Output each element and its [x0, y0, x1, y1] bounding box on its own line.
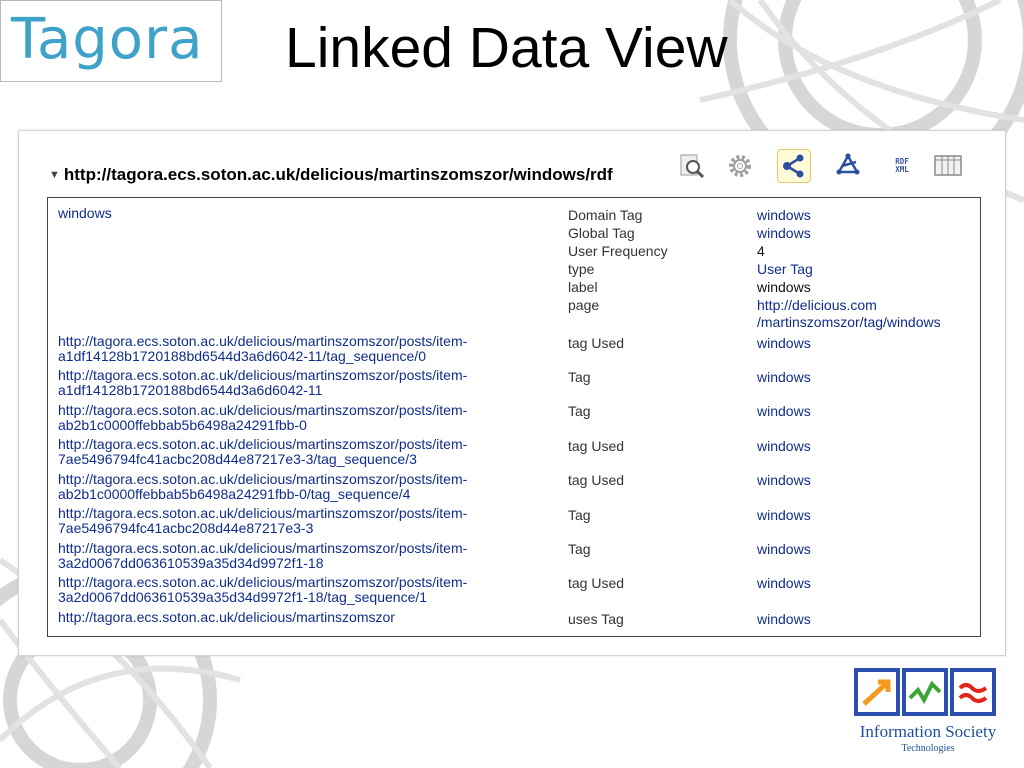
incoming-object[interactable]: windows — [757, 611, 811, 627]
incoming-subject[interactable]: 3a2d0067dd063610539a35d34d9972f1-18/tag_sequence/1 — [58, 589, 428, 605]
incoming-predicate: tag Used — [568, 575, 625, 591]
incoming-object[interactable]: windows — [757, 575, 811, 591]
incoming-subject[interactable]: http://tagora.ecs.soton.ac.uk/delicious/martinszomszor/posts/item- — [58, 402, 468, 418]
inspect-button[interactable] — [675, 149, 709, 183]
resource-uri-header[interactable] — [49, 165, 613, 185]
property-predicate: User Frequency — [568, 243, 668, 259]
incoming-predicate: Tag — [568, 507, 591, 523]
ist-name: Information Society — [859, 722, 997, 741]
property-predicate: Domain Tag — [568, 207, 643, 223]
rdf-graph-icon — [834, 152, 862, 180]
resource-uri[interactable]: http://tagora.ecs.soton.ac.uk/delicious/martinszomszor/windows/rdf — [63, 165, 613, 184]
incoming-subject[interactable]: a1df14128b1720188bd6544d3a6d6042-11/tag_sequence/0 — [58, 348, 426, 364]
incoming-subject[interactable]: 7ae5496794fc41acbc208d44e87217e3-3/tag_sequence/3 — [58, 451, 417, 467]
incoming-subject[interactable]: 7ae5496794fc41acbc208d44e87217e3-3 — [58, 520, 314, 536]
rdf-graph-button[interactable] — [831, 149, 865, 183]
settings-button[interactable] — [723, 149, 757, 183]
incoming-predicate: tag Used — [568, 472, 625, 488]
property-object[interactable]: windows — [757, 207, 811, 223]
rdf-xml-button[interactable] — [885, 149, 919, 183]
incoming-subject[interactable]: http://tagora.ecs.soton.ac.uk/delicious/martinszomszor/posts/item- — [58, 574, 468, 590]
incoming-subject[interactable]: ab2b1c0000ffebbab5b6498a24291fbb-0 — [58, 417, 307, 433]
property-object: 4 — [757, 243, 765, 259]
incoming-subject[interactable]: 3a2d0067dd063610539a35d34d9972f1-18 — [58, 555, 324, 571]
linked-data-panel — [18, 130, 1006, 656]
property-object[interactable]: User Tag — [757, 261, 813, 277]
property-predicate: type — [568, 261, 595, 277]
subject-label[interactable]: windows — [58, 205, 112, 221]
property-object[interactable]: http://delicious.com — [757, 297, 877, 313]
incoming-subject[interactable]: a1df14128b1720188bd6544d3a6d6042-11 — [58, 382, 323, 398]
property-object[interactable]: /martinszomszor/tag/windows — [757, 314, 941, 330]
incoming-subject[interactable]: http://tagora.ecs.soton.ac.uk/delicious/martinszomszor/posts/item- — [58, 471, 468, 487]
triples-table — [47, 197, 981, 637]
collapse-triangle-icon[interactable]: ▼ — [49, 169, 60, 181]
rdf-label: RDF — [895, 157, 909, 166]
settings-icon — [726, 152, 754, 180]
tagora-logo-text: Tagora — [11, 7, 204, 72]
incoming-predicate: Tag — [568, 369, 591, 385]
slide-title: Linked Data View — [285, 16, 728, 80]
incoming-subject[interactable]: http://tagora.ecs.soton.ac.uk/delicious/martinszomszor/posts/item- — [58, 367, 468, 383]
property-predicate: page — [568, 297, 600, 313]
incoming-subject[interactable]: http://tagora.ecs.soton.ac.uk/delicious/martinszomszor/posts/item- — [58, 540, 468, 556]
property-predicate: label — [568, 279, 598, 295]
incoming-object[interactable]: windows — [757, 438, 811, 454]
inspect-icon — [678, 152, 706, 180]
incoming-subject[interactable]: http://tagora.ecs.soton.ac.uk/delicious/martinszomszor/posts/item- — [58, 436, 468, 452]
property-object: windows — [757, 279, 811, 295]
information-society-logo — [832, 664, 1022, 764]
incoming-object[interactable]: windows — [757, 472, 811, 488]
tagora-logo — [0, 0, 222, 82]
incoming-object[interactable]: windows — [757, 403, 811, 419]
incoming-object[interactable]: windows — [757, 335, 811, 351]
incoming-subject[interactable]: ab2b1c0000ffebbab5b6498a24291fbb-0/tag_sequence/4 — [58, 486, 411, 502]
incoming-subject[interactable]: http://tagora.ecs.soton.ac.uk/delicious/martinszomszor/posts/item- — [58, 333, 468, 349]
incoming-predicate: tag Used — [568, 335, 625, 351]
incoming-predicate: Tag — [568, 403, 591, 419]
ist-sub: Technologies — [901, 743, 955, 754]
incoming-predicate: uses Tag — [568, 611, 624, 627]
graph-view-icon — [781, 153, 807, 179]
incoming-object[interactable]: windows — [757, 369, 811, 385]
graph-view-button[interactable] — [777, 149, 811, 183]
property-object[interactable]: windows — [757, 225, 811, 241]
incoming-subject[interactable]: http://tagora.ecs.soton.ac.uk/delicious/martinszomszor/posts/item- — [58, 505, 468, 521]
incoming-subject[interactable]: http://tagora.ecs.soton.ac.uk/delicious/martinszomszor — [58, 609, 395, 625]
incoming-object[interactable]: windows — [757, 541, 811, 557]
incoming-object[interactable]: windows — [757, 507, 811, 523]
ist-squares-icon — [854, 668, 996, 718]
rdf-xml-icon — [895, 158, 909, 174]
xml-label: XML — [895, 165, 909, 174]
incoming-predicate: Tag — [568, 541, 591, 557]
property-predicate: Global Tag — [568, 225, 635, 241]
incoming-predicate: tag Used — [568, 438, 625, 454]
table-view-button[interactable] — [931, 149, 965, 183]
table-view-icon — [933, 153, 963, 179]
